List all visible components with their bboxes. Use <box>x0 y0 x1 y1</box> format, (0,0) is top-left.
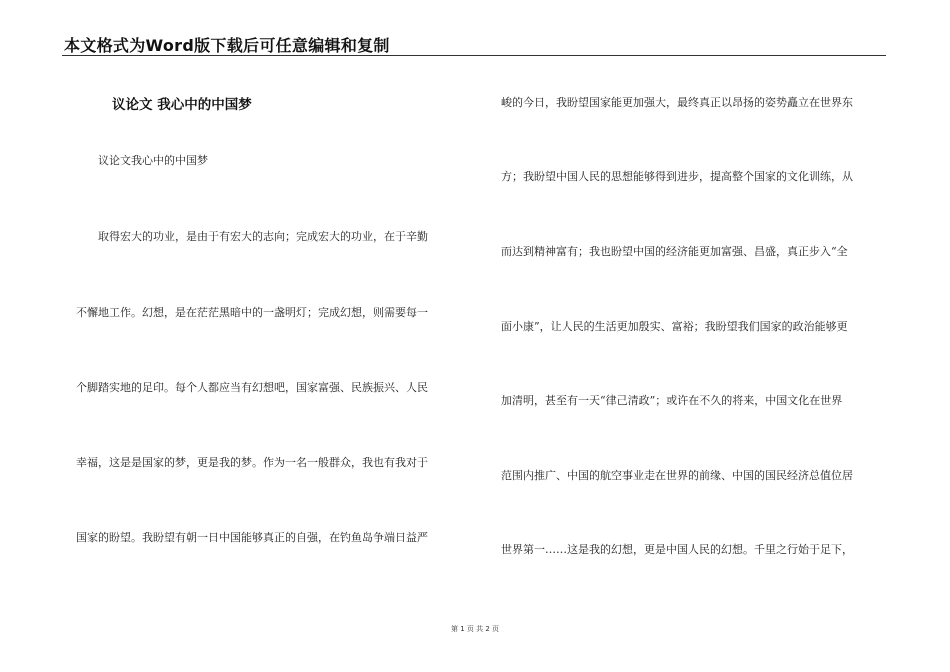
paragraph-line: 个脚踏实地的足印。每个人都应当有幻想吧，国家富强、民族振兴、人民 <box>76 381 428 394</box>
document-header: 本文格式为Word版下载后可任意编辑和复制 <box>64 36 390 55</box>
paragraph-line: 议论文我心中的中国梦 <box>98 154 208 167</box>
document-title: 议论文 我心中的中国梦 <box>112 97 252 113</box>
paragraph-line: 峻的今日，我盼望国家能更加强大，最终真正以昂扬的姿势矗立在世界东 <box>501 96 853 109</box>
paragraph-line: 范围内推广、中国的航空事业走在世界的前缘、中国的国民经济总值位居 <box>501 469 853 482</box>
page-footer: 第 1 页 共 2 页 <box>450 625 500 633</box>
paragraph-line: 世界第一……这是我的幻想，更是中国人民的幻想。千里之行始于足下， <box>501 543 853 556</box>
paragraph-line: 方；我盼望中国人民的思想能够得到进步，提高整个国家的文化训练，从 <box>501 170 853 183</box>
header-rule <box>62 55 886 56</box>
paragraph-line: 取得宏大的功业，是由于有宏大的志向；完成宏大的功业，在于辛勤 <box>98 230 428 243</box>
paragraph-line: 不懈地工作。幻想，是在茫茫黑暗中的一盏明灯；完成幻想，则需要每一 <box>76 306 428 319</box>
paragraph-line: 而达到精神富有；我也盼望中国的经济能更加富强、昌盛，真正步入“全 <box>501 245 848 258</box>
paragraph-line: 国家的盼望。我盼望有朝一日中国能够真正的自强，在钓鱼岛争端日益严 <box>76 531 428 544</box>
paragraph-line: 幸福，这是是国家的梦，更是我的梦。作为一名一般群众，我也有我对于 <box>76 456 428 469</box>
paragraph-line: 面小康”，让人民的生活更加殷实、富裕；我盼望我们国家的政治能够更 <box>501 320 848 333</box>
paragraph-line: 加清明，甚至有一天“律己清政”；或许在不久的将来，中国文化在世界 <box>501 394 843 407</box>
